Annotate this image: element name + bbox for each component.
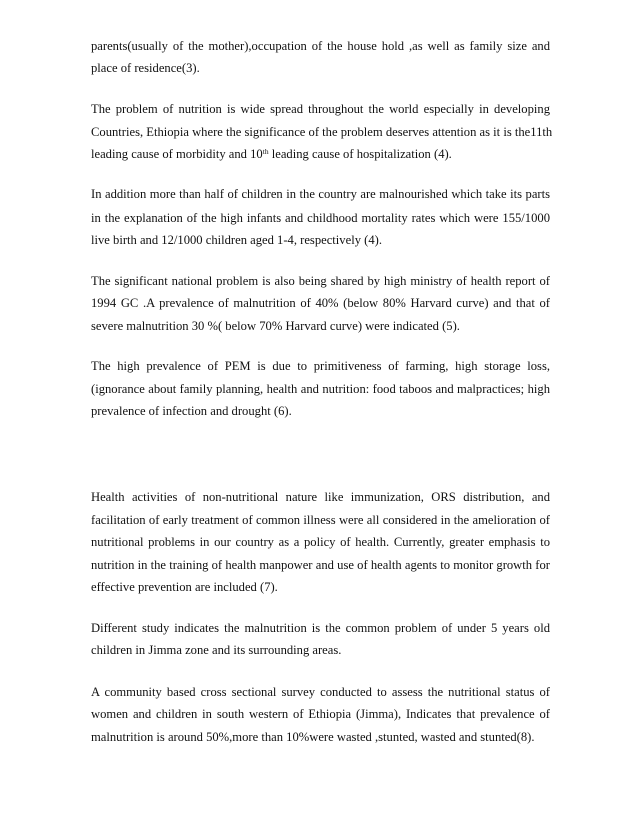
paragraph-6-line-5: effective prevention are included (7).: [91, 580, 278, 594]
paragraph-2-line-2: Countries, Ethiopia where the significance of the problem deserves attention as it is the11th: [91, 125, 553, 139]
paragraph-5-line-2: (ignorance about family planning, health and nutrition: food taboos and malpractices; high: [91, 382, 550, 396]
paragraph-7-line-2: children in Jimma zone and its surrounding areas.: [91, 643, 342, 657]
paragraph-4-line-3: severe malnutrition 30 %( below 70% Harvard curve) were indicated (5).: [91, 319, 460, 333]
paragraph-2-line-1: The problem of nutrition is wide spread throughout the world especially in developing: [91, 102, 550, 116]
paragraph-8-line-1: A community based cross sectional survey conducted to assess the nutritional status of: [91, 685, 550, 699]
paragraph-3-line-1: In addition more than half of children in the country are malnourished which take its parts: [91, 187, 550, 201]
paragraph-5-line-1: The high prevalence of PEM is due to primitiveness of farming, high storage loss,: [91, 359, 550, 373]
paragraph-2-line-3-a: leading cause of morbidity and 10: [91, 147, 263, 161]
paragraph-4-line-2: 1994 GC .A prevalence of malnutrition of 40% (below 80% Harvard curve) and that of: [91, 296, 550, 310]
paragraph-1-line-2: place of residence(3).: [91, 61, 200, 75]
paragraph-6-line-4: nutrition in the training of health manpower and use of health agents to monitor growth for: [91, 558, 550, 572]
paragraph-5-line-3: prevalence of infection and drought (6).: [91, 404, 292, 418]
paragraph-6-line-2: facilitation of early treatment of common illness were all considered in the amelioration of: [91, 513, 550, 527]
paragraph-2-line-3-b: leading cause of hospitalization (4).: [268, 147, 452, 161]
paragraph-7-line-1: Different study indicates the malnutrition is the common problem of under 5 years old: [91, 621, 550, 635]
paragraph-1-line-1: parents(usually of the mother),occupation of the house hold ,as well as family size and: [91, 39, 550, 53]
paragraph-8-line-2: women and children in south western of Ethiopia (Jimma), Indicates that prevalence of: [91, 707, 550, 721]
paragraph-4-line-1: The significant national problem is also being shared by high ministry of health report of: [91, 274, 550, 288]
paragraph-6-line-1: Health activities of non-nutritional nature like immunization, ORS distribution, and: [91, 490, 550, 504]
superscript-th: th: [262, 147, 269, 156]
paragraph-8-line-3: malnutrition is around 50%,more than 10%were wasted ,stunted, wasted and stunted(8).: [91, 730, 535, 744]
paragraph-2-line-3: [91, 146, 550, 162]
paragraph-6-line-3: nutritional problems in our country as a policy of health. Currently, greater emphasis to: [91, 535, 550, 549]
paragraph-3-line-2: in the explanation of the high infants and childhood mortality rates which were 155/1000: [91, 211, 550, 225]
paragraph-3-line-3: live birth and 12/1000 children aged 1-4, respectively (4).: [91, 233, 382, 247]
